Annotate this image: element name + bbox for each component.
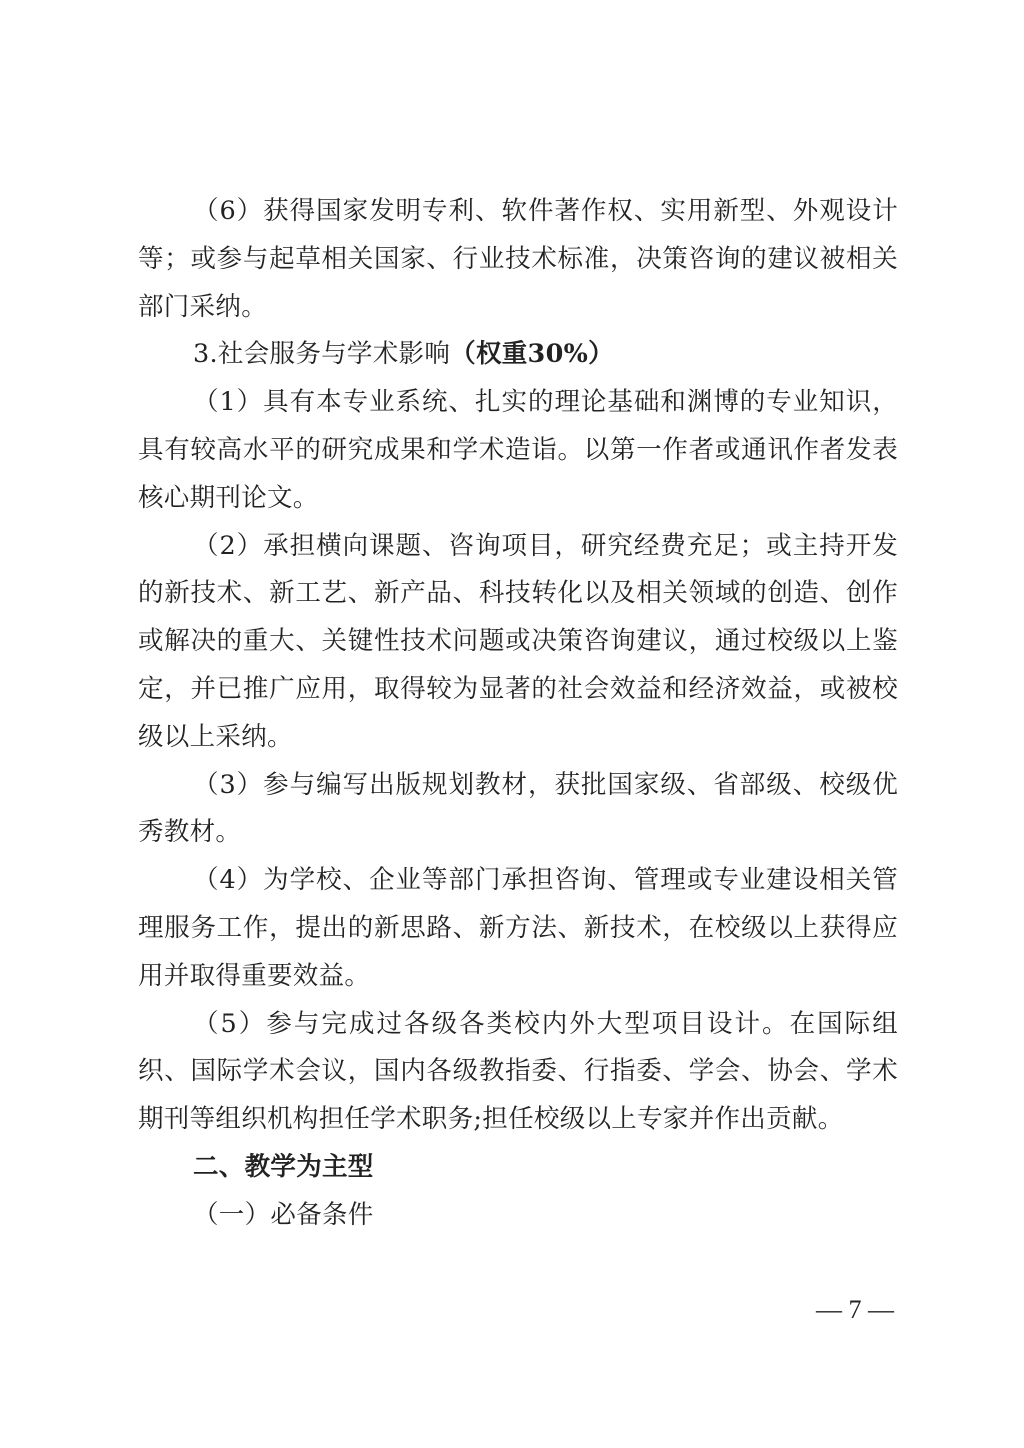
- section-3-heading: [138, 331, 898, 379]
- subsection-heading: （一）必备条件: [193, 1199, 374, 1230]
- paragraph-item-6: （6）获得国家发明专利、软件著作权、实用新型、外观设计等；或参与起草相关国家、行业技术标准，决策咨询的建议被相关部门采纳。: [138, 196, 898, 322]
- paragraph-item-5: （5）参与完成过各级各类校内外大型项目设计。在国际组织、国际学术会议，国内各级教指委、行指委、学会、协会、学术期刊等组织机构担任学术职务;担任校级以上专家并作出贡献。: [138, 1008, 898, 1135]
- paragraph-item-3: （3）参与编写出版规划教材，获批国家级、省部级、校级优秀教材。: [138, 769, 898, 848]
- page-number: — 7 —: [816, 1295, 894, 1324]
- paragraph-item-1: （1）具有本专业系统、扎实的理论基础和渊博的专业知识，具有较高水平的研究成果和学术造诣。以第一作者或通讯作者发表核心期刊论文。: [138, 387, 898, 513]
- paragraph-item-2: （2）承担横向课题、咨询项目，研究经费充足；或主持开发的新技术、新工艺、新产品、科技转化以及相关领域的创造、创作或解决的重大、关键性技术问题或决策咨询建议，通过校级以上鉴定，并已推广应用，取得较为显著的社会效益和经济效益，或被校级以上采纳。: [138, 530, 898, 752]
- paragraph-item-4: （4）为学校、企业等部门承担咨询、管理或专业建设相关管理服务工作，提出的新思路、新方法、新技术，在校级以上获得应用并取得重要效益。: [138, 865, 898, 991]
- section-heading: 二、教学为主型: [193, 1151, 374, 1182]
- document-body: [138, 188, 898, 1240]
- section-3-weight: （权重30%）: [450, 339, 614, 370]
- section-3-title: 3.社会服务与学术影响: [193, 339, 451, 370]
